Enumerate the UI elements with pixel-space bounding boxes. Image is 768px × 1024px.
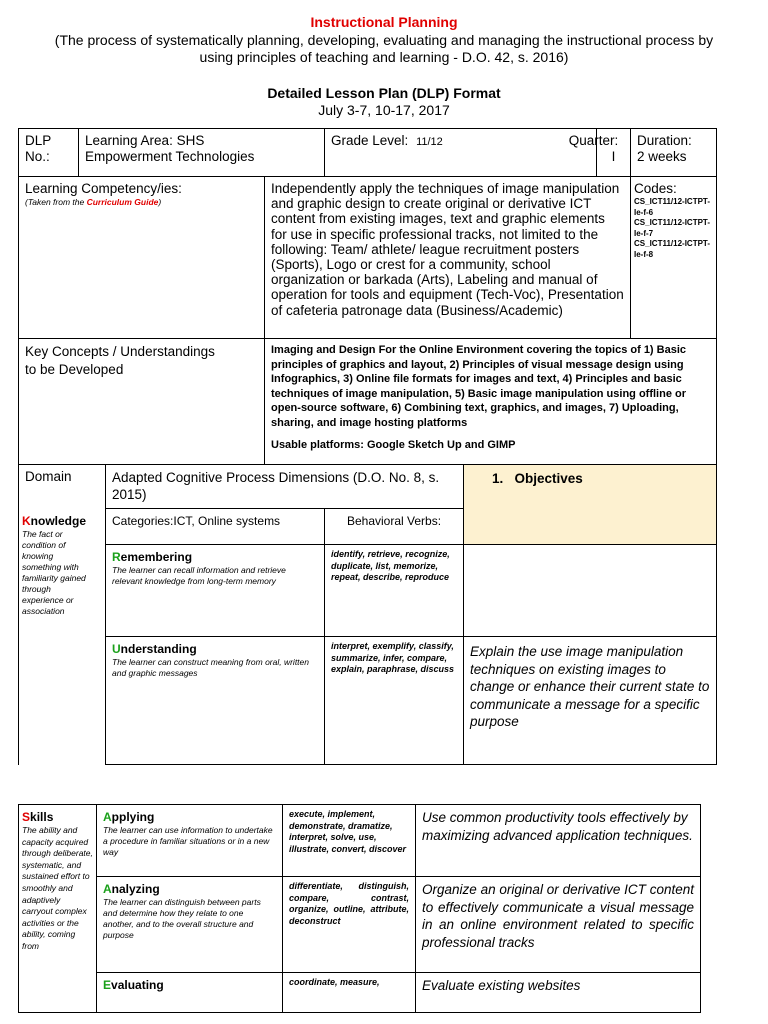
duration-value: 2 weeks [637, 149, 687, 164]
remembering-objective-cell [464, 545, 717, 637]
remembering-cell [106, 545, 325, 637]
competency-text-cell [265, 177, 631, 339]
format-dates: July 3-7, 10-17, 2017 [318, 102, 450, 118]
codes-label: Codes: [634, 181, 677, 196]
analyzing-cell [97, 877, 283, 973]
skills-table [18, 804, 701, 1013]
analyzing-verbs-cell [283, 877, 416, 973]
dimensions-label: Adapted Cognitive Process Dimensions (D.O. No. 8, s. 2015) [112, 470, 440, 502]
analyzing-rest: nalyzing [111, 882, 160, 896]
learning-area-cell [79, 129, 325, 177]
competency-label-cell [19, 177, 265, 339]
objectives-label: Objectives [514, 471, 583, 486]
dlp-no-cell [19, 129, 79, 177]
analyzing-label [103, 881, 276, 897]
analyzing-objective: Organize an original or derivative ICT content to effectively communicate a visual message in an online environment related to specific professional tracks [422, 882, 694, 950]
competency-note-suffix: ) [158, 197, 162, 207]
code-item: CS_ICT11/12-ICTPT-Ie-f-6 [634, 197, 711, 217]
knowledge-initial: K [22, 513, 31, 528]
codes-cell [631, 177, 717, 339]
evaluating-initial: E [103, 978, 112, 992]
categories-cell [106, 509, 325, 545]
applying-initial: A [103, 810, 112, 824]
applying-rest: pplying [111, 810, 155, 824]
categories-label: Categories:ICT, Online systems [112, 514, 281, 528]
understanding-desc: The learner can construct meaning from oral, written and graphic messages [112, 657, 310, 678]
analyzing-verbs: differentiate, distinguish, compare, contrast, organize, outline, attribute, deconstruct [289, 881, 409, 926]
grade-level-cell [325, 129, 597, 177]
key-concepts-text: Imaging and Design For the Online Environment covering the topics of 1) Basic principles of graphics and layout, 2) Principles of visual message design using Infographics, 3) Online file formats for images and text, 4) Principles and basic techniques of image manipulation, 5) Basic image manipulation using offline or open-source software, 6) Combining text, graphics, and images, 7) Uploading, sharing, and image hosting platforms [271, 344, 687, 429]
understanding-cell [106, 637, 325, 765]
analyzing-initial: A [103, 882, 112, 896]
grade-level-value: 11/12 [416, 136, 443, 148]
understanding-verbs: interpret, exemplify, classify, summarize, infer, compare, explain, paraphrase, discuss [331, 641, 455, 674]
applying-cell [97, 805, 283, 877]
quarter-cell [568, 129, 631, 177]
skills-desc: The ability and capacity acquired through deliberate, systematic, and sustained effort to smoothly and adaptively carryout complex activities or the ability, coming from [22, 825, 93, 951]
code-item: CS_ICT11/12-ICTPT-Ie-f-8 [634, 239, 711, 259]
understanding-initial: U [112, 642, 121, 656]
competency-note [25, 197, 258, 208]
applying-objective: Use common productivity tools effectively by maximizing advanced application techniques. [422, 810, 693, 843]
evaluating-label [103, 977, 276, 993]
code-item: CS_ICT11/12-ICTPT-Ie-f-7 [634, 218, 711, 238]
knowledge-desc: The fact or condition of knowing something with familiarity gained through experience or association [22, 528, 86, 616]
applying-verbs-cell [283, 805, 416, 877]
remembering-label [112, 549, 318, 565]
format-title: Detailed Lesson Plan (DLP) Format [267, 85, 501, 101]
page-title: Instructional Planning [310, 14, 458, 30]
duration-cell [631, 129, 717, 177]
duration-label: Duration: [637, 133, 692, 148]
skills-rest: kills [30, 810, 54, 824]
knowledge-cell [19, 509, 106, 765]
applying-verbs: execute, implement, demonstrate, dramatize, interpret, solve, use, illustrate, convert, discover [289, 809, 407, 854]
competency-label: Learning Competency/ies: [25, 181, 182, 196]
analyzing-desc: The learner can distinguish between parts and determine how they relate to one another, and to the overall structure and purpose [103, 897, 261, 940]
page-subtitle: (The process of systematically planning, developing, evaluating and managing the instructional process by using principles of teaching and learning - D.O. 42, s. 2016) [54, 32, 714, 65]
evaluating-cell [97, 973, 283, 1013]
usable-platforms: Usable platforms: Google Sketch Up and GIMP [271, 439, 516, 451]
competency-note-prefix: (Taken from the [25, 197, 87, 207]
grade-level-label: Grade Level: [331, 133, 409, 148]
behavioral-verbs-header [325, 509, 464, 545]
evaluating-objective-cell [416, 973, 701, 1013]
domain-label: Domain [25, 469, 72, 484]
skills-cell [19, 805, 97, 1013]
quarter-label: Quarter: [568, 133, 619, 148]
understanding-rest: nderstanding [120, 642, 197, 656]
evaluating-objective: Evaluate existing websites [422, 978, 581, 993]
skills-label [22, 809, 93, 825]
remembering-desc: The learner can recall information and retrieve relevant knowledge from long-term memory [112, 565, 286, 586]
applying-label [103, 809, 276, 825]
key-concepts-cell [265, 339, 717, 465]
remembering-verbs-cell [325, 545, 464, 637]
applying-objective-cell [416, 805, 701, 877]
lesson-plan-table [18, 128, 717, 765]
evaluating-rest: valuating [111, 978, 164, 992]
learning-area-label: Learning Area: SHS [85, 133, 205, 148]
curriculum-guide-ref: Curriculum Guide [86, 197, 159, 207]
objectives-number: 1. [492, 471, 504, 486]
key-concepts-label: Key Concepts / Understandings to be Developed [25, 344, 215, 377]
understanding-verbs-cell [325, 637, 464, 765]
applying-desc: The learner can use information to undertake a procedure in familiar situations or in a new way [103, 825, 273, 857]
evaluating-verbs-cell [283, 973, 416, 1013]
understanding-objective-cell [464, 637, 717, 765]
dlp-no-label: DLP No.: [25, 133, 52, 164]
knowledge-rest: nowledge [30, 513, 87, 528]
remembering-rest: emembering [120, 550, 193, 564]
key-concepts-label-cell [19, 339, 265, 465]
dimensions-cell [106, 465, 464, 509]
behavioral-verbs-label: Behavioral Verbs: [346, 514, 442, 528]
competency-text: Independently apply the techniques of image manipulation and graphic design to create original or derivative ICT content from existing images, text and graphic elements for use in specific professional tracks, not limited to the following: Team/ athlete/ league recruitment posters (Sports), Logo or crest for a community, school organization or barkada (Arts), Labeling and manual of operation for tools and equipment (Tech-Voc), Presentation of cafeteria patronage data (Business/Academic) [271, 181, 624, 318]
quarter-value: I [611, 149, 616, 164]
skills-initial: S [22, 810, 31, 824]
understanding-label [112, 641, 318, 657]
objectives-header-cell [464, 465, 717, 545]
domain-label-cell [19, 465, 106, 509]
analyzing-objective-cell [416, 877, 701, 973]
remembering-initial: R [112, 550, 121, 564]
learning-area-value: Empowerment Technologies [85, 149, 255, 164]
remembering-verbs: identify, retrieve, recognize, duplicate, list, memorize, repeat, describe, reproduce [331, 549, 450, 582]
knowledge-label [22, 513, 102, 529]
evaluating-verbs: coordinate, measure, [289, 977, 380, 987]
understanding-objective: Explain the use image manipulation techniques on existing images to change or enhance their current state to communicate a message for a specific purpose [470, 644, 710, 729]
